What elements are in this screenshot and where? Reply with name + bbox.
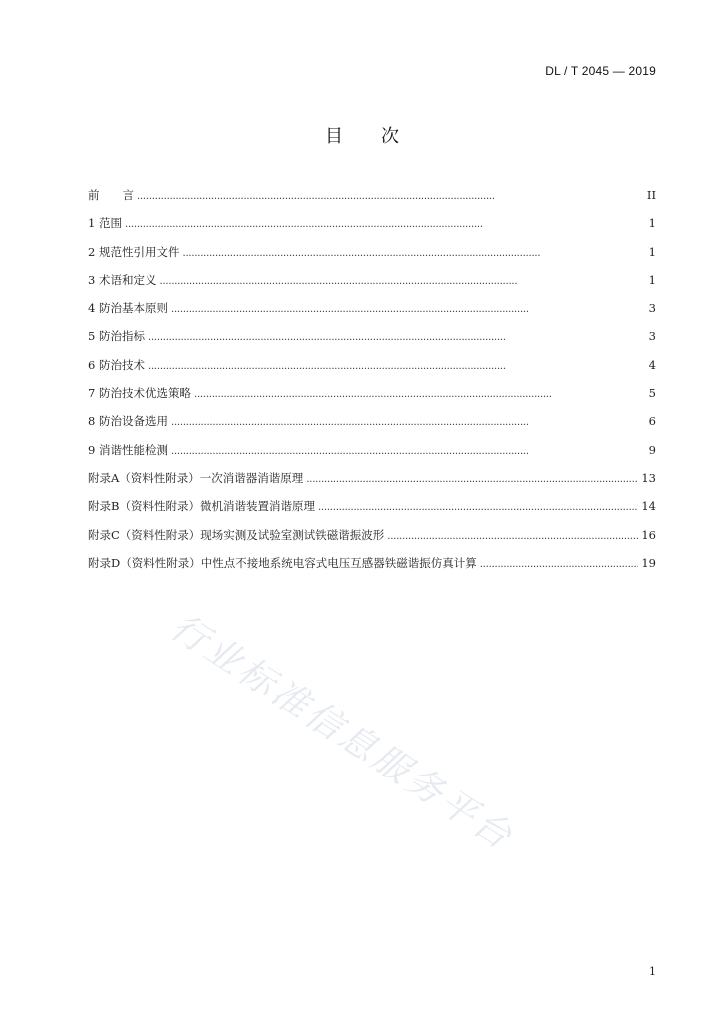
toc-entry-label: 附录B（资料性附录）微机消谐装置消谐原理: [88, 499, 315, 514]
dot-leader: [387, 531, 638, 542]
dot-leader: [318, 502, 638, 513]
table-of-contents: [88, 187, 656, 583]
toc-entry-1[interactable]: [88, 215, 656, 243]
dot-leader: [171, 304, 643, 315]
toc-entry-page: 3: [648, 301, 656, 316]
toc-entry-label: 2 规范性引用文件: [88, 244, 180, 259]
dot-leader: [125, 219, 643, 230]
toc-entry-page: 9: [648, 442, 656, 457]
toc-entry-2[interactable]: [88, 244, 656, 272]
dot-leader: [171, 446, 643, 457]
toc-entry-label: 4 防治基本原则: [88, 301, 168, 316]
toc-entry-7[interactable]: [88, 385, 656, 413]
dot-leader: [171, 417, 643, 428]
toc-entry-appendix-d[interactable]: [88, 555, 656, 583]
toc-entry-foreword[interactable]: [88, 187, 656, 215]
dot-leader: [159, 276, 643, 287]
toc-entry-5[interactable]: [88, 328, 656, 356]
toc-entry-appendix-c[interactable]: [88, 527, 656, 555]
toc-entry-label: 附录A（资料性附录）一次消谐器消谐原理: [88, 470, 304, 485]
toc-entry-page: 6: [648, 414, 656, 429]
toc-entry-6[interactable]: [88, 357, 656, 385]
toc-entry-page: II: [646, 188, 656, 202]
toc-entry-appendix-b[interactable]: [88, 498, 656, 526]
dot-leader: [480, 559, 639, 570]
toc-entry-label: 3 术语和定义: [88, 272, 157, 287]
toc-entry-label: 5 防治指标: [88, 329, 145, 344]
dot-leader: [182, 248, 643, 259]
toc-entry-page: 1: [648, 272, 656, 287]
document-code: DL / T 2045 — 2019: [545, 64, 656, 78]
toc-entry-label: 附录D（资料性附录）中性点不接地系统电容式电压互感器铁磁谐振仿真计算: [88, 555, 477, 570]
dot-leader: [137, 191, 643, 202]
page-number: 1: [649, 965, 656, 978]
toc-entry-page: 4: [648, 357, 656, 372]
watermark: 行业标准信息服务平台: [163, 606, 522, 859]
toc-entry-label: 6 防治技术: [88, 357, 145, 372]
page-title: [0, 122, 724, 148]
toc-entry-3[interactable]: [88, 272, 656, 300]
page-title-part-2: 次: [381, 126, 399, 147]
toc-entry-label: 前 言: [88, 188, 134, 202]
toc-entry-page: 5: [648, 386, 656, 401]
toc-entry-page: 14: [641, 499, 656, 514]
dot-leader: [194, 389, 643, 400]
toc-entry-label: 7 防治技术优选策略: [88, 386, 191, 401]
dot-leader: [148, 332, 643, 343]
toc-entry-label: 9 消谐性能检测: [88, 442, 168, 457]
toc-entry-page: 19: [641, 555, 656, 570]
toc-entry-page: 3: [648, 329, 656, 344]
toc-entry-page: 13: [641, 470, 656, 485]
dot-leader: [148, 361, 643, 372]
toc-entry-8[interactable]: [88, 413, 656, 441]
toc-entry-4[interactable]: [88, 300, 656, 328]
toc-entry-label: 1 范围: [88, 216, 122, 231]
toc-entry-label: 附录C（资料性附录）现场实测及试验室测试铁磁谐振波形: [88, 527, 385, 542]
dot-leader: [306, 474, 638, 485]
toc-entry-page: 1: [648, 216, 656, 231]
toc-entry-appendix-a[interactable]: [88, 470, 656, 498]
toc-entry-9[interactable]: [88, 442, 656, 470]
toc-entry-page: 1: [648, 244, 656, 259]
toc-entry-page: 16: [641, 527, 656, 542]
page-title-part-1: 目: [325, 126, 343, 147]
toc-entry-label: 8 防治设备选用: [88, 414, 168, 429]
